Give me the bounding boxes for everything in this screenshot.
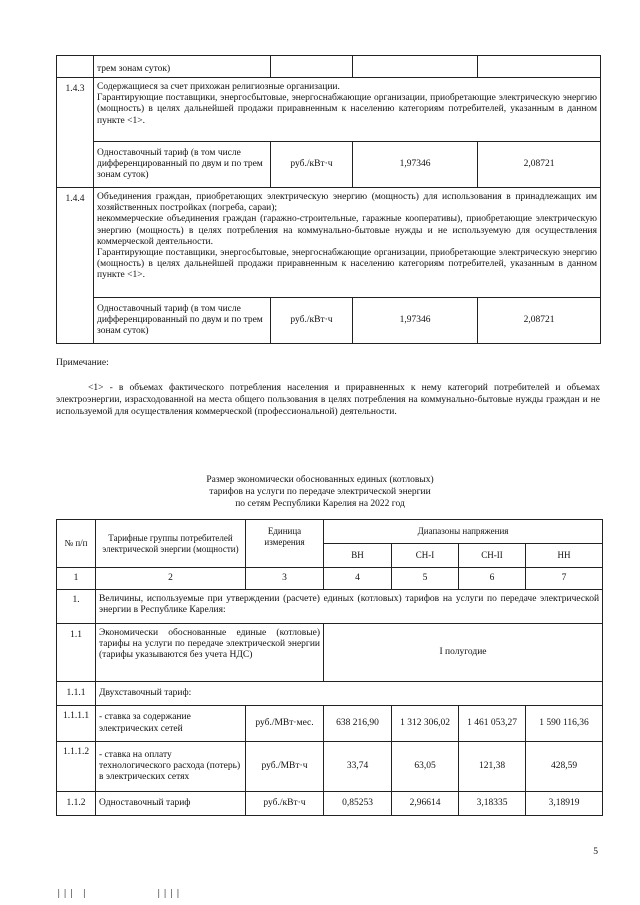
row-number: 1. bbox=[57, 590, 96, 624]
column-number-row bbox=[57, 568, 603, 590]
transmission-tariff-table bbox=[56, 519, 603, 816]
table-row bbox=[57, 792, 603, 816]
table-row bbox=[57, 590, 603, 624]
value-nn: 428,59 bbox=[526, 742, 603, 792]
title-line: тарифов на услуги по передаче электрической энергии bbox=[209, 487, 431, 497]
header-vn: ВН bbox=[324, 544, 392, 568]
column-number: 3 bbox=[246, 568, 324, 590]
row-number: 1.1.1.1 bbox=[57, 706, 96, 742]
value-nn: 1 590 116,36 bbox=[526, 706, 603, 742]
header-sn1: СН-I bbox=[392, 544, 459, 568]
section-title bbox=[100, 474, 540, 510]
table-row bbox=[57, 742, 603, 792]
header-voltage-ranges: Диапазоны напряжения bbox=[324, 520, 603, 544]
row-number: 1.1.2 bbox=[57, 792, 96, 816]
title-line: Размер экономически обоснованных единых (котловых) bbox=[206, 475, 434, 485]
category-description: Объединения граждан, приобретающих электрическую энергию (мощность) для использования в принадлежащих им хозяйственных постройках (погреба, сараи); некоммерческие объединения граждан (гаражно-строительные, гаражные кооперативы), приобретающие электрическую энергию (мощность) в целях потребления на коммунально-бытовые нужды и не используемую для осуществления коммерческой деятельности. Гарантирующие поставщики, энергосбытовые, энергоснабжающие организации, приобретающие электрическую энергию (мощность) в целях дальнейшей продажи приравненным к населению категориям потребителей, указанным в данном пункте <1>. bbox=[94, 188, 601, 298]
unit-cell: руб./кВт·ч bbox=[271, 142, 353, 188]
note-heading: Примечание: bbox=[56, 358, 109, 368]
header-unit: Единица измерения bbox=[246, 520, 324, 568]
scan-mark-left: ||| | bbox=[56, 889, 89, 899]
value-nn: 3,18919 bbox=[526, 792, 603, 816]
row-number: 1.1.1.2 bbox=[57, 742, 96, 792]
unit-cell: руб./кВт·ч bbox=[246, 792, 324, 816]
value-cell: 1,97346 bbox=[353, 142, 478, 188]
value-sn2: 3,18335 bbox=[459, 792, 526, 816]
header-num: № п/п bbox=[57, 520, 96, 568]
table-row bbox=[57, 78, 601, 142]
table-row bbox=[57, 706, 603, 742]
column-number: 5 bbox=[392, 568, 459, 590]
note-text: <1> - в объемах фактического потребления населения и приравненных к нему категорий потребителей и объемах электроэнергии, израсходованной на места общего пользования в целях потребления на коммунально-бытовые нужды граждан и не используемой для осуществления коммерческой (профессиональной) деятельности. bbox=[56, 383, 600, 417]
column-number: 2 bbox=[96, 568, 246, 590]
value-sn1: 63,05 bbox=[392, 742, 459, 792]
value-cell: 2,08721 bbox=[478, 298, 601, 344]
row-number: 1.1.1 bbox=[57, 682, 96, 706]
value-vn: 33,74 bbox=[324, 742, 392, 792]
value-cell: 1,97346 bbox=[353, 298, 478, 344]
title-line: по сетям Республики Карелия на 2022 год bbox=[235, 499, 405, 509]
value-sn1: 1 312 306,02 bbox=[392, 706, 459, 742]
value-vn: 0,85253 bbox=[324, 792, 392, 816]
row-description: Величины, используемые при утверждении (расчете) единых (котловых) тарифов на услуги по передаче электрической энергии в Республике Карелия: bbox=[96, 590, 603, 624]
top-tariff-table bbox=[56, 55, 601, 344]
column-number: 4 bbox=[324, 568, 392, 590]
scan-mark-right: |||| bbox=[156, 889, 182, 899]
row-number: 1.4.3 bbox=[57, 78, 94, 188]
table-row bbox=[57, 298, 601, 344]
row-description: - ставка за содержание электрических сетей bbox=[96, 706, 246, 742]
row-description: - ставка на оплату технологического расхода (потерь) в электрических сетях bbox=[96, 742, 246, 792]
column-number: 7 bbox=[526, 568, 603, 590]
value-cell: 2,08721 bbox=[478, 142, 601, 188]
unit-cell: руб./МВт·ч bbox=[246, 742, 324, 792]
tariff-label: Одноставочный тариф (в том числе дифференцированный по двум и по трем зонам суток) bbox=[94, 142, 271, 188]
row-number: 1.1 bbox=[57, 624, 96, 682]
unit-cell: руб./кВт·ч bbox=[271, 298, 353, 344]
unit-cell: руб./МВт·мес. bbox=[246, 706, 324, 742]
period-cell: I полугодие bbox=[324, 624, 603, 682]
row-number: 1.4.4 bbox=[57, 188, 94, 344]
table-row bbox=[57, 682, 603, 706]
header-groups: Тарифные группы потребителей электрической энергии (мощности) bbox=[96, 520, 246, 568]
row-description: Экономически обоснованные единые (котловые) тарифы на услуги по передаче электрической энергии (тарифы указываются без учета НДС) bbox=[96, 624, 324, 682]
header-sn2: СН-II bbox=[459, 544, 526, 568]
category-description: Содержащиеся за счет прихожан религиозные организации. Гарантирующие поставщики, энергосбытовые, энергоснабжающие организации, приобретающие электрическую энергию (мощность) в целях дальнейшей продажи приравненным к населению категориям потребителей, указанным в данном пункте <1>. bbox=[94, 78, 601, 142]
value-sn2: 121,38 bbox=[459, 742, 526, 792]
tariff-label: Одноставочный тариф (в том числе дифференцированный по двум и по трем зонам суток) bbox=[94, 298, 271, 344]
table-row bbox=[57, 56, 601, 78]
table-row bbox=[57, 142, 601, 188]
column-number: 1 bbox=[57, 568, 96, 590]
row-description: Одноставочный тариф bbox=[96, 792, 246, 816]
value-vn: 638 216,90 bbox=[324, 706, 392, 742]
table-row bbox=[57, 188, 601, 298]
row-description: Двухставочный тариф: bbox=[96, 682, 603, 706]
header-nn: НН bbox=[526, 544, 603, 568]
page-number: 5 bbox=[593, 847, 598, 857]
value-sn1: 2,96614 bbox=[392, 792, 459, 816]
value-sn2: 1 461 053,27 bbox=[459, 706, 526, 742]
column-number: 6 bbox=[459, 568, 526, 590]
continued-label: трем зонам суток) bbox=[94, 56, 271, 78]
table-row bbox=[57, 624, 603, 682]
table-header-row bbox=[57, 520, 603, 544]
